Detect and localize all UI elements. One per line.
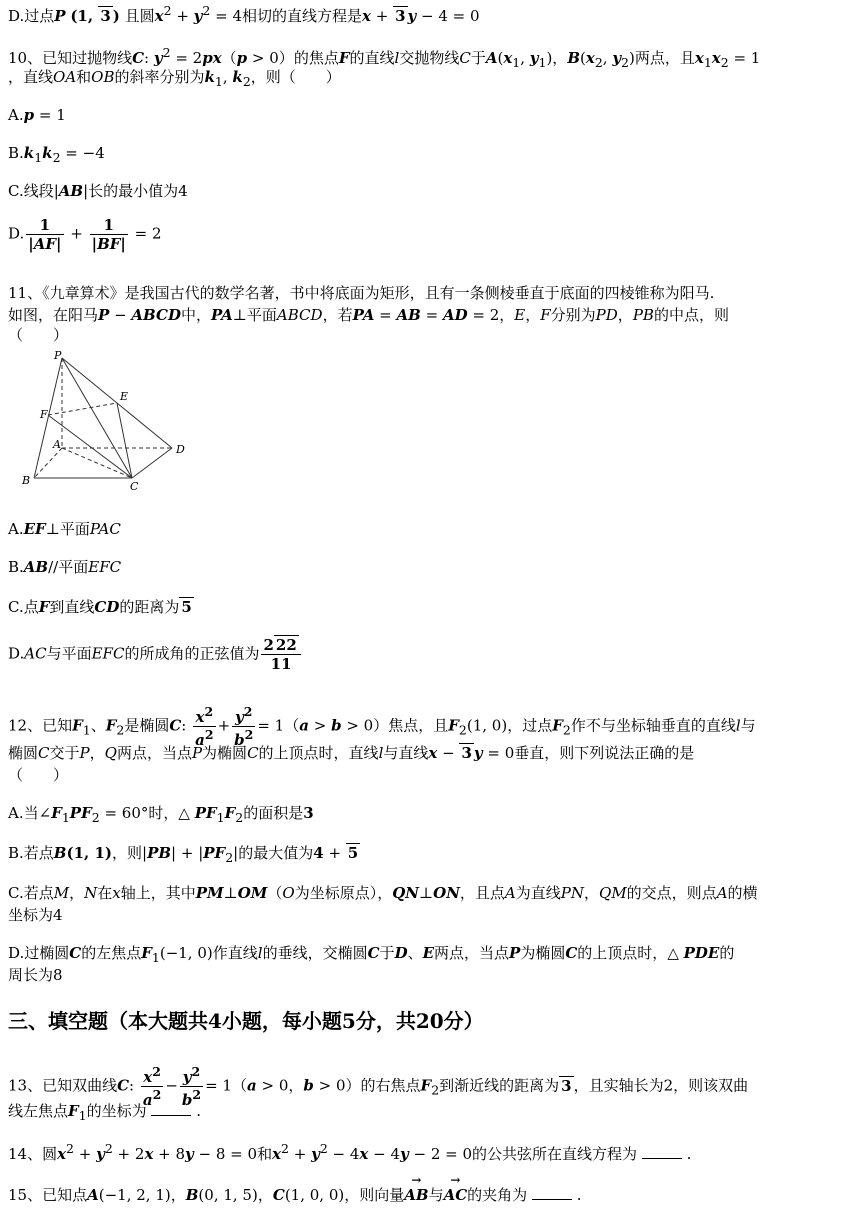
pyramid-figure (18, 350, 193, 490)
q10-option-a: A.p = 1 (8, 106, 66, 124)
q11-stem-line2: 如图，在阳马P − ABCD中，PA⊥平面ABCD，若PA = AB = AD = 2，E，F分别为PD，PB的中点，则 (8, 306, 729, 324)
q12-option-a: A.当$\angle F_1PF_2 = 60^\circ$时，△ $PF_1F_2$的面积是3 (8, 804, 314, 825)
q15-stem: 15、已知点A(−1, 2, 1)，B(0, 1, 5)，C(1, 0, 0)，则向量→ AB与→ AC的夹角为 . (8, 1184, 582, 1207)
q9-option-d: D.过点P (1, 3 ) 且圆$x^2 + y^2 = 4$相切的直线方程是x + 3 y − 4 = 0 (8, 3, 480, 25)
fig-label-c: C (130, 480, 139, 490)
q13-stem-line2: 线左焦点$F_1$的坐标为 . (8, 1102, 201, 1123)
q10-stem-line2: ，直线OA和OB的斜率分别为$k_1$, $k_2$，则（ ） (8, 68, 341, 89)
answer-blank[interactable] (532, 1199, 572, 1200)
q10-stem-line1: 10、已知过抛物线C: $y^2 = 2px(p > 0)$的焦点F的直线l交抛物线C于$A(x_1$, $y_1$)，$B(x_2$, $y_2$)两点，且$x_1x_2 = 1$ (8, 45, 761, 70)
fig-label-b: B (22, 474, 31, 487)
q11-stem-line3: （ ） (8, 326, 69, 344)
q12-option-b: B.若点B(1, 1)，则$|PB| + |PF_2|$的最大值为4 + 5 (8, 844, 359, 865)
q12-option-d-line1: D.过椭圆C的左焦点$F_1(-1$, 0)作直线l的垂线，交椭圆C于D、E两点，当点P为椭圆C的上顶点时，△ PDE的 (8, 944, 735, 965)
section-title: 三、填空题（本大题共4小题，每小题5分，共20分） (8, 1009, 484, 1033)
q11-option-b: B.AB//平面EFC (8, 558, 122, 576)
fig-label-e: E (120, 390, 129, 403)
q10-option-b: $B.k_1k_2 = -4$ (8, 144, 105, 165)
fig-label-a: A (53, 438, 61, 451)
q10-option-d: D. $\frac{1}{|AF|}$ + $\frac{1}{|BF|}$ = 2 (8, 216, 162, 253)
answer-blank[interactable] (151, 1115, 191, 1116)
q13-stem-line1: 13、已知双曲线C: $\frac{x^2}{a^2}$ − $\frac{y^2}{b^2}$ = 1（a > 0，b > 0）的右焦点$F_2$到渐近线的距离为 3 ，且实轴长为2，则该双曲 (8, 1064, 749, 1109)
q11-stem-line1: 11、《九章算术》是我国古代的数学名著，书中将底面为矩形，且有一条侧棱垂直于底面的四棱锥称为阳马. (8, 284, 715, 302)
q10-option-c: C.线段|AB|长的最小值为4 (8, 182, 188, 200)
q11-option-a: A.EF⊥平面PAC (8, 520, 121, 538)
q11-option-c: C.点F到直线CD的距离为 5 (8, 598, 192, 616)
q12-stem-line1: 12、已知$F_1$、$F_2$是椭圆C: $\frac{x^2}{a^2}$ + $\frac{y^2}{b^2}$ = 1（a > b > 0）焦点，且$F_2(1$, 0)，过点$F_2$作不与坐标轴垂直的直线l与 (8, 704, 756, 749)
fig-label-p: P (54, 350, 62, 362)
q11-option-d: D.AC与平面EFC的所成角的正弦值为 $\frac{2 22}{11}$ (8, 636, 303, 673)
answer-blank[interactable] (642, 1158, 682, 1159)
q12-stem-line3: （ ） (8, 766, 69, 784)
fig-label-d: D (176, 443, 185, 456)
q12-option-c-line1: C.若点M，N在x轴上，其中PM⊥OM（O为坐标原点），QN⊥ON，且点A为直线PN，QM的交点，则点A的横 (8, 884, 758, 902)
fig-label-f: F (40, 408, 48, 421)
q12-option-c-line2: 坐标为4 (8, 906, 63, 924)
q12-option-d-line2: 周长为8 (8, 966, 63, 984)
q12-stem-line2: 椭圆C交于P，Q两点，当点P为椭圆C的上顶点时，直线l与直线x − 3 y = 0垂直，则下列说法正确的是 (8, 744, 695, 762)
q14-stem: 14、圆$x^2 + y^2 + 2x + 8y - 8 = 0$和$x^2 + y^2 - 4x - 4y - 2 = 0$的公共弦所在直线方程为 . (8, 1141, 692, 1163)
